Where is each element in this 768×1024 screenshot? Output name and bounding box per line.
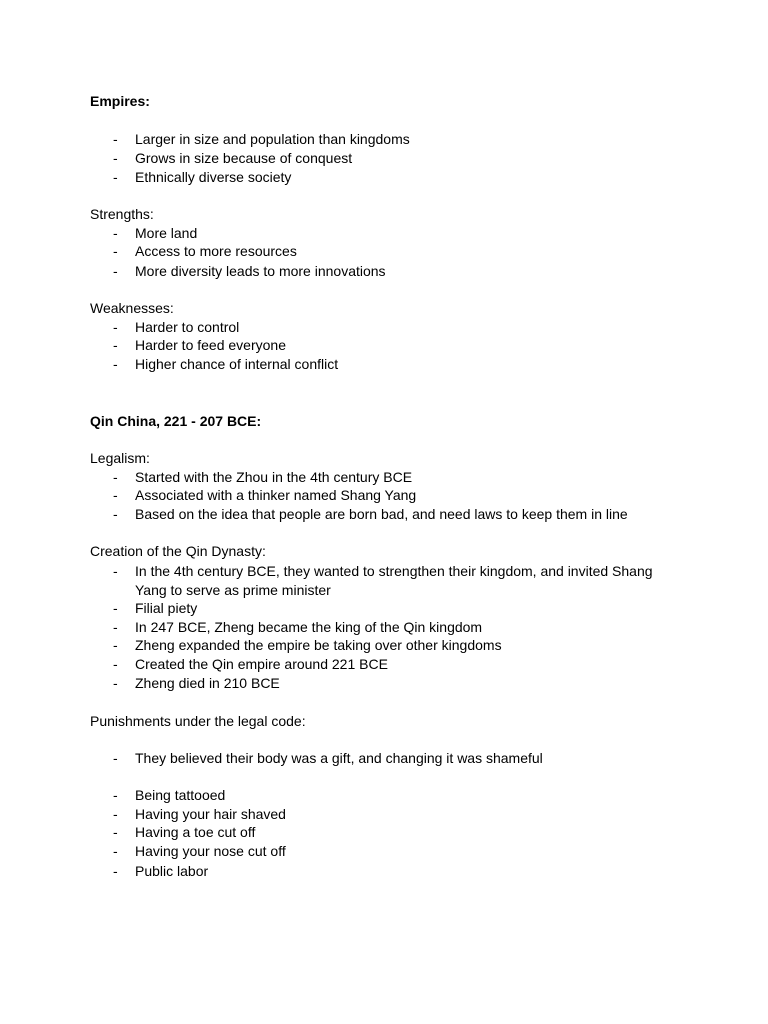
bullet-dash: - (113, 225, 118, 241)
list-item (113, 655, 388, 674)
bullet-dash: - (113, 843, 118, 859)
list-item-text: In the 4th century BCE, they wanted to strengthen their kingdom, and invited Shang Yang to serve as prime minister (135, 563, 653, 598)
list-item-text: Associated with a thinker named Shang Yang (135, 487, 417, 503)
list-item-text: They believed their body was a gift, and changing it was shameful (135, 750, 543, 766)
list-item (113, 318, 239, 337)
list-item (113, 842, 286, 861)
list-item-text: Having a toe cut off (135, 824, 256, 840)
label-punishments: Punishments under the legal code: (90, 713, 306, 729)
list-item-text: Harder to feed everyone (135, 337, 286, 353)
list-item-text: Being tattooed (135, 787, 226, 803)
list-item (113, 149, 352, 168)
list-item-text: Based on the idea that people are born bad, and need laws to keep them in line (135, 506, 628, 522)
list-item-text: Zheng expanded the empire be taking over other kingdoms (135, 637, 502, 653)
bullet-dash: - (113, 169, 118, 185)
bullet-dash: - (113, 319, 118, 335)
list-item (113, 599, 197, 618)
bullet-dash: - (113, 243, 118, 259)
list-item (113, 168, 291, 187)
list-item (113, 618, 482, 637)
heading-qin-china: Qin China, 221 - 207 BCE: (90, 413, 262, 429)
list-item (113, 224, 197, 243)
heading-empires: Empires: (90, 93, 150, 109)
label-strengths: Strengths: (90, 206, 154, 222)
bullet-dash: - (113, 637, 118, 653)
list-item (113, 862, 208, 881)
list-item-text: Zheng died in 210 BCE (135, 675, 280, 691)
bullet-dash: - (113, 806, 118, 822)
label-weaknesses: Weaknesses: (90, 300, 174, 316)
bullet-dash: - (113, 656, 118, 672)
list-item-text: Started with the Zhou in the 4th century BCE (135, 469, 413, 485)
bullet-dash: - (113, 563, 118, 579)
list-item-text: Having your hair shaved (135, 806, 286, 822)
list-item-text: Created the Qin empire around 221 BCE (135, 656, 388, 672)
bullet-dash: - (113, 263, 118, 279)
list-item (113, 749, 543, 768)
bullet-dash: - (113, 863, 118, 879)
bullet-dash: - (113, 487, 118, 503)
list-item (113, 505, 628, 524)
list-item-text: Larger in size and population than kingdoms (135, 131, 410, 147)
bullet-dash: - (113, 824, 118, 840)
list-item-text: Having your nose cut off (135, 843, 286, 859)
bullet-dash: - (113, 337, 118, 353)
list-item-text: Ethnically diverse society (135, 169, 292, 185)
bullet-dash: - (113, 787, 118, 803)
list-item (113, 674, 280, 693)
bullet-dash: - (113, 600, 118, 616)
list-item-text: More diversity leads to more innovations (135, 263, 386, 279)
bullet-dash: - (113, 356, 118, 372)
list-item-text: More land (135, 225, 198, 241)
list-item (113, 242, 297, 261)
list-item (113, 130, 410, 149)
label-creation-qin-dynasty: Creation of the Qin Dynasty: (90, 543, 266, 559)
bullet-dash: - (113, 619, 118, 635)
list-item (113, 486, 416, 505)
list-item (113, 562, 655, 599)
list-item-text: Higher chance of internal conflict (135, 356, 339, 372)
list-item (113, 823, 255, 842)
list-item (113, 468, 412, 487)
bullet-dash: - (113, 750, 118, 766)
bullet-dash: - (113, 131, 118, 147)
list-item (113, 355, 338, 374)
bullet-dash: - (113, 506, 118, 522)
bullet-dash: - (113, 150, 118, 166)
bullet-dash: - (113, 675, 118, 691)
list-item-text: Public labor (135, 863, 209, 879)
bullet-dash: - (113, 469, 118, 485)
list-item-text: Access to more resources (135, 243, 297, 259)
list-item (113, 262, 386, 281)
list-item-text: Harder to control (135, 319, 240, 335)
list-item (113, 336, 286, 355)
list-item-text: In 247 BCE, Zheng became the king of the Qin kingdom (135, 619, 483, 635)
list-item-text: Filial piety (135, 600, 198, 616)
list-item (113, 805, 286, 824)
list-item (113, 786, 225, 805)
list-item-text: Grows in size because of conquest (135, 150, 353, 166)
list-item (113, 636, 502, 655)
label-legalism: Legalism: (90, 450, 150, 466)
